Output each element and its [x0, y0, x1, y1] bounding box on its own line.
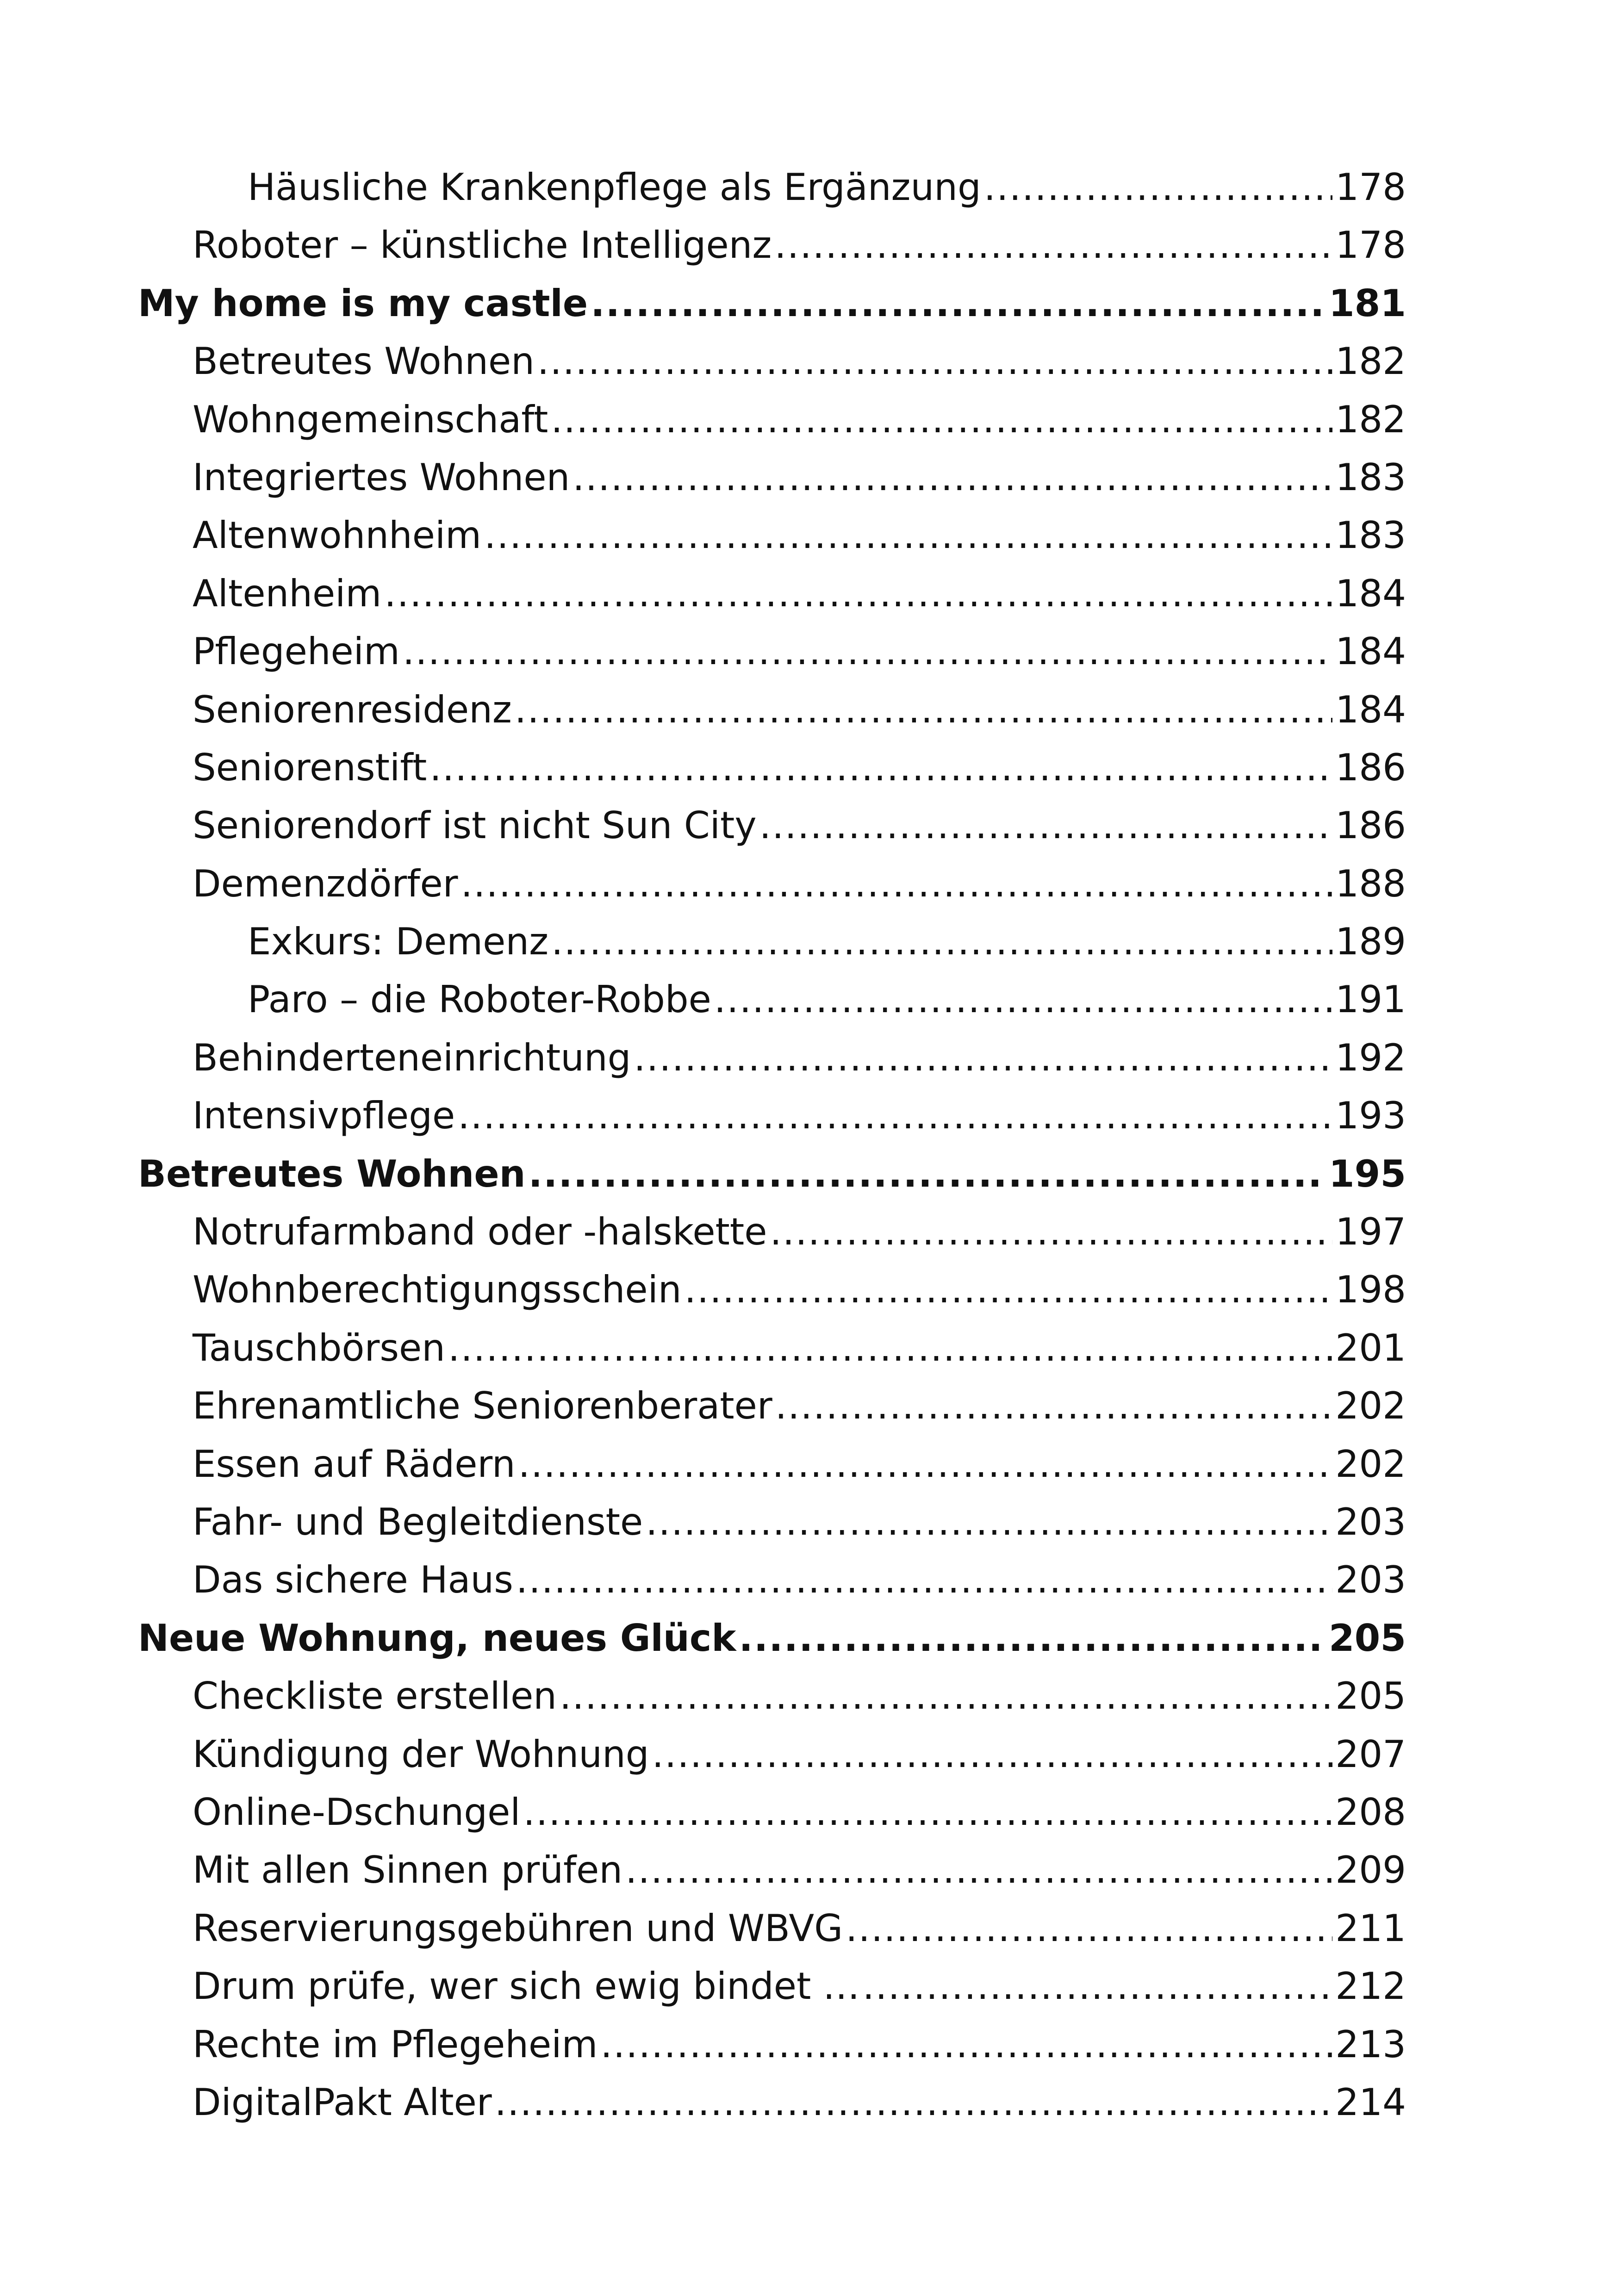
toc-entry[interactable]: [138, 2073, 1406, 2131]
toc-entry[interactable]: [138, 1261, 1406, 1319]
toc-entry-page: 205: [1335, 1674, 1406, 1718]
toc-entry-title: Wohngemeinschaft: [193, 398, 548, 441]
dot-leader: [523, 1783, 1333, 1841]
toc-chapter-entry[interactable]: [138, 274, 1406, 332]
dot-leader: [600, 2016, 1332, 2073]
dot-leader: [560, 1667, 1332, 1725]
toc-entry[interactable]: [138, 1377, 1406, 1435]
toc-entry-page: 183: [1335, 514, 1406, 557]
toc-entry-page: 208: [1335, 1790, 1406, 1834]
toc-chapter-title: Betreutes Wohnen: [138, 1152, 526, 1195]
toc-entry-title: Notrufarmband oder -halskette: [193, 1210, 767, 1254]
toc-entry-page: 197: [1335, 1210, 1406, 1254]
dot-leader: [448, 1319, 1332, 1377]
dot-leader: [384, 565, 1332, 622]
toc-entry[interactable]: [138, 971, 1406, 1028]
toc-entry-title: Wohnberechtigungsschein: [193, 1268, 682, 1312]
toc-entry-page: 184: [1335, 630, 1406, 673]
toc-entry[interactable]: [138, 1203, 1406, 1261]
toc-entry-title: Online-Dschungel: [193, 1790, 521, 1834]
toc-entry[interactable]: [138, 565, 1406, 622]
dot-leader: [775, 1377, 1333, 1435]
toc-entry-title: Roboter – künstliche Intelligenz: [193, 224, 772, 267]
toc-entry[interactable]: [138, 739, 1406, 796]
dot-leader: [484, 506, 1332, 564]
toc-entry-page: 186: [1335, 804, 1406, 847]
toc-entry[interactable]: [138, 1957, 1406, 2015]
toc-entry-page: 214: [1335, 2080, 1406, 2124]
toc-entry-title: Intensivpflege: [193, 1094, 455, 1138]
dot-leader: [537, 332, 1332, 390]
toc-entry-page: 203: [1335, 1500, 1406, 1543]
toc-entry-title: Häusliche Krankenpflege als Ergänzung: [248, 166, 981, 209]
dot-leader: [429, 739, 1332, 796]
toc-entry-title: Betreutes Wohnen: [193, 340, 535, 383]
toc-entry[interactable]: [138, 158, 1406, 216]
toc-entry-title: Demenzdörfer: [193, 862, 458, 905]
dot-leader: [516, 1551, 1332, 1609]
toc-entry-title: Exkurs: Demenz: [248, 920, 549, 964]
toc-entry-title: Mit allen Sinnen prüfen: [193, 1848, 623, 1892]
toc-entry-page: 202: [1335, 1384, 1406, 1428]
dot-leader: [739, 1609, 1326, 1667]
toc-chapter-entry[interactable]: [138, 1145, 1406, 1203]
toc-entry[interactable]: [138, 391, 1406, 448]
toc-chapter-page: 205: [1329, 1616, 1406, 1660]
toc-entry-title: Ehrenamtliche Seniorenberater: [193, 1384, 772, 1428]
toc-entry-title: Essen auf Rädern: [193, 1442, 516, 1486]
toc-entry[interactable]: [138, 2016, 1406, 2073]
dot-leader: [495, 2073, 1333, 2131]
toc-entry[interactable]: [138, 1551, 1406, 1609]
toc-entry-page: 184: [1335, 688, 1406, 731]
toc-entry-title: Seniorendorf ist nicht Sun City: [193, 804, 757, 847]
toc-entry-title: Drum prüfe, wer sich ewig bindet …: [193, 1965, 860, 2008]
toc-entry-page: 182: [1335, 340, 1406, 383]
toc-entry-title: Altenheim: [193, 572, 382, 615]
dot-leader: [846, 1899, 1332, 1957]
toc-entry-page: 202: [1335, 1442, 1406, 1486]
toc-chapter-title: My home is my castle: [138, 281, 588, 325]
toc-entry-page: 183: [1335, 455, 1406, 499]
toc-entry-page: 198: [1335, 1268, 1406, 1312]
toc-entry-title: Rechte im Pflegeheim: [193, 2022, 598, 2066]
dot-leader: [515, 681, 1332, 739]
toc-entry-title: Altenwohnheim: [193, 514, 482, 557]
dot-leader: [551, 913, 1332, 971]
toc-entry-page: 186: [1335, 746, 1406, 789]
toc-entry-page: 188: [1335, 862, 1406, 905]
toc-entry-page: 178: [1335, 224, 1406, 267]
toc-entry-page: 201: [1335, 1326, 1406, 1369]
toc-entry-title: Reservierungsgebühren und WBVG: [193, 1906, 843, 1950]
toc-entry-title: Fahr- und Begleitdienste: [193, 1500, 643, 1543]
toc-chapter-title: Neue Wohnung, neues Glück: [138, 1616, 736, 1660]
toc-entry-title: Behinderteneinrichtung: [193, 1036, 631, 1079]
dot-leader: [652, 1725, 1333, 1783]
dot-leader: [714, 971, 1332, 1028]
dot-leader: [685, 1261, 1333, 1319]
toc-entry-title: Pflegeheim: [193, 630, 400, 673]
toc-entry-title: Tauschbörsen: [193, 1326, 445, 1369]
toc-entry-page: 207: [1335, 1732, 1406, 1776]
dot-leader: [634, 1029, 1332, 1087]
dot-leader: [984, 158, 1333, 216]
toc-entry-title: Checkliste erstellen: [193, 1674, 557, 1718]
toc-entry[interactable]: [138, 332, 1406, 390]
toc-entry[interactable]: [138, 1435, 1406, 1493]
dot-leader: [625, 1841, 1332, 1899]
toc-entry[interactable]: [138, 1319, 1406, 1377]
dot-leader: [774, 216, 1332, 274]
toc-entry[interactable]: [138, 1667, 1406, 1725]
dot-leader: [646, 1493, 1332, 1551]
toc-chapter-entry[interactable]: [138, 1609, 1406, 1667]
toc-entry-title: Seniorenresidenz: [193, 688, 512, 731]
table-of-contents: [138, 158, 1406, 2131]
dot-leader: [551, 391, 1332, 448]
toc-entry[interactable]: [138, 681, 1406, 739]
toc-entry[interactable]: [138, 1725, 1406, 1783]
toc-chapter-page: 181: [1329, 281, 1406, 325]
toc-entry-title: Das sichere Haus: [193, 1558, 513, 1602]
toc-entry[interactable]: [138, 1899, 1406, 1957]
toc-entry[interactable]: [138, 622, 1406, 680]
toc-entry[interactable]: [138, 796, 1406, 854]
dot-leader: [573, 448, 1332, 506]
toc-entry-title: Kündigung der Wohnung: [193, 1732, 649, 1776]
toc-entry[interactable]: [138, 216, 1406, 274]
toc-entry-page: 203: [1335, 1558, 1406, 1602]
dot-leader: [458, 1087, 1332, 1145]
toc-chapter-page: 195: [1329, 1152, 1406, 1195]
toc-entry-page: 212: [1335, 1965, 1406, 2008]
toc-entry[interactable]: [138, 1029, 1406, 1087]
dot-leader: [863, 1957, 1333, 2015]
dot-leader: [591, 274, 1326, 332]
toc-entry-title: Seniorenstift: [193, 746, 427, 789]
toc-entry-page: 184: [1335, 572, 1406, 615]
toc-entry-page: 211: [1335, 1906, 1406, 1950]
toc-entry-title: DigitalPakt Alter: [193, 2080, 492, 2124]
toc-entry-page: 189: [1335, 920, 1406, 964]
dot-leader: [770, 1203, 1332, 1261]
toc-entry[interactable]: [138, 448, 1406, 506]
toc-entry[interactable]: [138, 855, 1406, 913]
dot-leader: [759, 796, 1333, 854]
toc-entry[interactable]: [138, 1783, 1406, 1841]
toc-entry-page: 213: [1335, 2022, 1406, 2066]
toc-entry-page: 182: [1335, 398, 1406, 441]
toc-entry[interactable]: [138, 1841, 1406, 1899]
toc-entry[interactable]: [138, 913, 1406, 971]
toc-entry[interactable]: [138, 1493, 1406, 1551]
toc-entry-page: 209: [1335, 1848, 1406, 1892]
toc-entry-page: 193: [1335, 1094, 1406, 1138]
toc-entry[interactable]: [138, 1087, 1406, 1145]
toc-entry-title: Paro – die Roboter-Robbe: [248, 978, 711, 1021]
dot-leader: [529, 1145, 1326, 1203]
toc-entry[interactable]: [138, 506, 1406, 564]
toc-entry-title: Integriertes Wohnen: [193, 455, 570, 499]
dot-leader: [403, 622, 1332, 680]
toc-entry-page: 192: [1335, 1036, 1406, 1079]
toc-entry-page: 178: [1335, 166, 1406, 209]
toc-entry-page: 191: [1335, 978, 1406, 1021]
dot-leader: [461, 855, 1333, 913]
dot-leader: [518, 1435, 1333, 1493]
